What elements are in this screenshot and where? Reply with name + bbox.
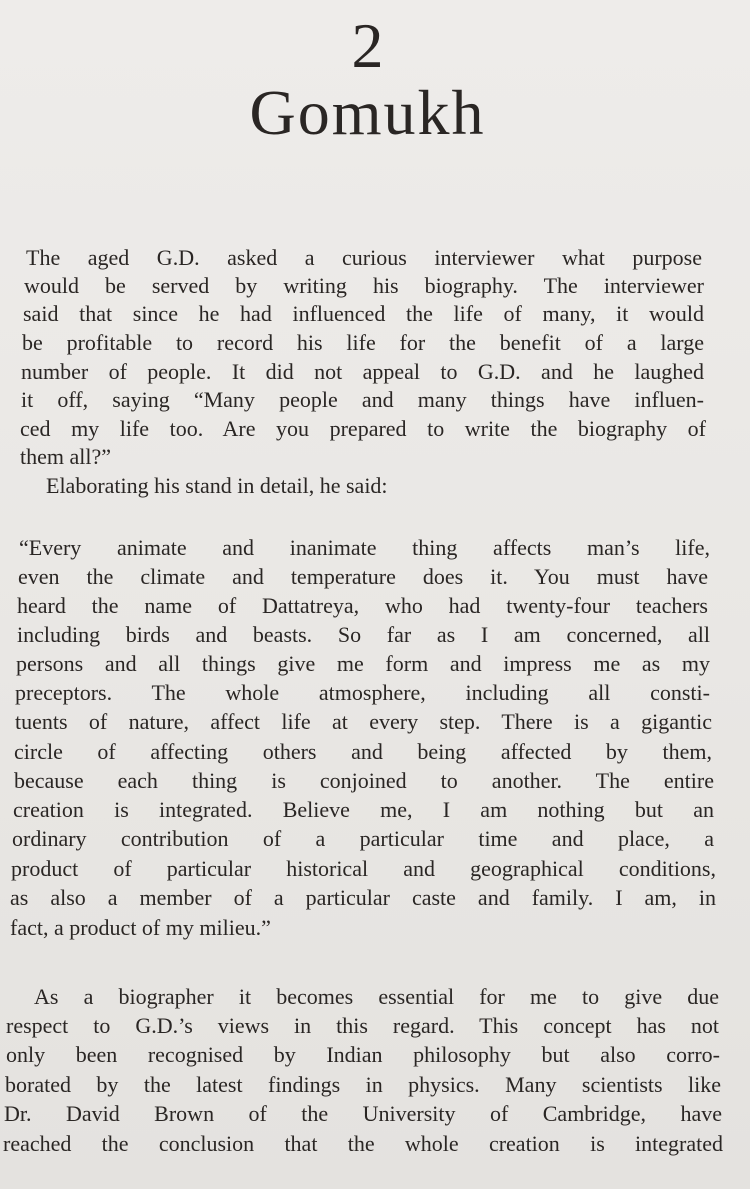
text-line: as also a member of a particular caste and family. I am, in	[10, 885, 716, 910]
text-line: creation is integrated. Believe me, I am nothing but an	[13, 797, 714, 822]
text-line: reached the conclusion that the whole creation is integrated	[3, 1131, 723, 1156]
text-line: heard the name of Dattatreya, who had twenty-four teachers	[17, 593, 708, 618]
text-line: ced my life too. Are you prepared to write the biography of	[20, 416, 706, 441]
text-line: number of people. It did not appeal to G.D. and he laughed	[21, 359, 704, 384]
text-line: them all?”	[20, 444, 112, 469]
text-line: The aged G.D. asked a curious interviewer what purpose	[26, 245, 702, 270]
text-line: be profitable to record his life for the benefit of a large	[22, 330, 704, 355]
text-line: said that since he had influenced the life of many, it would	[23, 301, 704, 326]
text-line: fact, a product of my milieu.”	[10, 915, 271, 940]
text-line: ordinary contribution of a particular time and place, a	[12, 826, 714, 851]
text-line: it off, saying “Many people and many things have influen-	[21, 387, 704, 412]
text-line: Elaborating his stand in detail, he said:	[46, 473, 388, 498]
text-line: product of particular historical and geographical conditions,	[11, 856, 716, 881]
chapter-title: Gomukh	[249, 77, 486, 148]
text-line: respect to G.D.’s views in this regard. This concept has not	[6, 1013, 719, 1038]
text-line: “Every animate and inanimate thing affects man’s life,	[19, 535, 710, 560]
text-line: would be served by writing his biography. The interviewer	[24, 273, 704, 298]
text-line: borated by the latest findings in physics. Many scientists like	[5, 1072, 721, 1097]
text-line: preceptors. The whole atmosphere, including all consti-	[15, 680, 710, 705]
text-line: because each thing is conjoined to another. The entire	[14, 768, 714, 793]
text-line: persons and all things give me form and impress me as my	[16, 651, 710, 676]
text-line: including birds and beasts. So far as I am concerned, all	[17, 622, 710, 647]
text-line: As a biographer it becomes essential for me to give due	[34, 984, 719, 1009]
text-line: even the climate and temperature does it. You must have	[18, 564, 708, 589]
text-line: tuents of nature, affect life at every step. There is a gigantic	[15, 709, 712, 734]
text-line: circle of affecting others and being affected by them,	[14, 739, 712, 764]
chapter-number: 2	[351, 10, 384, 81]
text-line: Dr. David Brown of the University of Cambridge, have	[4, 1101, 722, 1126]
text-line: only been recognised by Indian philosophy but also corro-	[6, 1042, 720, 1067]
